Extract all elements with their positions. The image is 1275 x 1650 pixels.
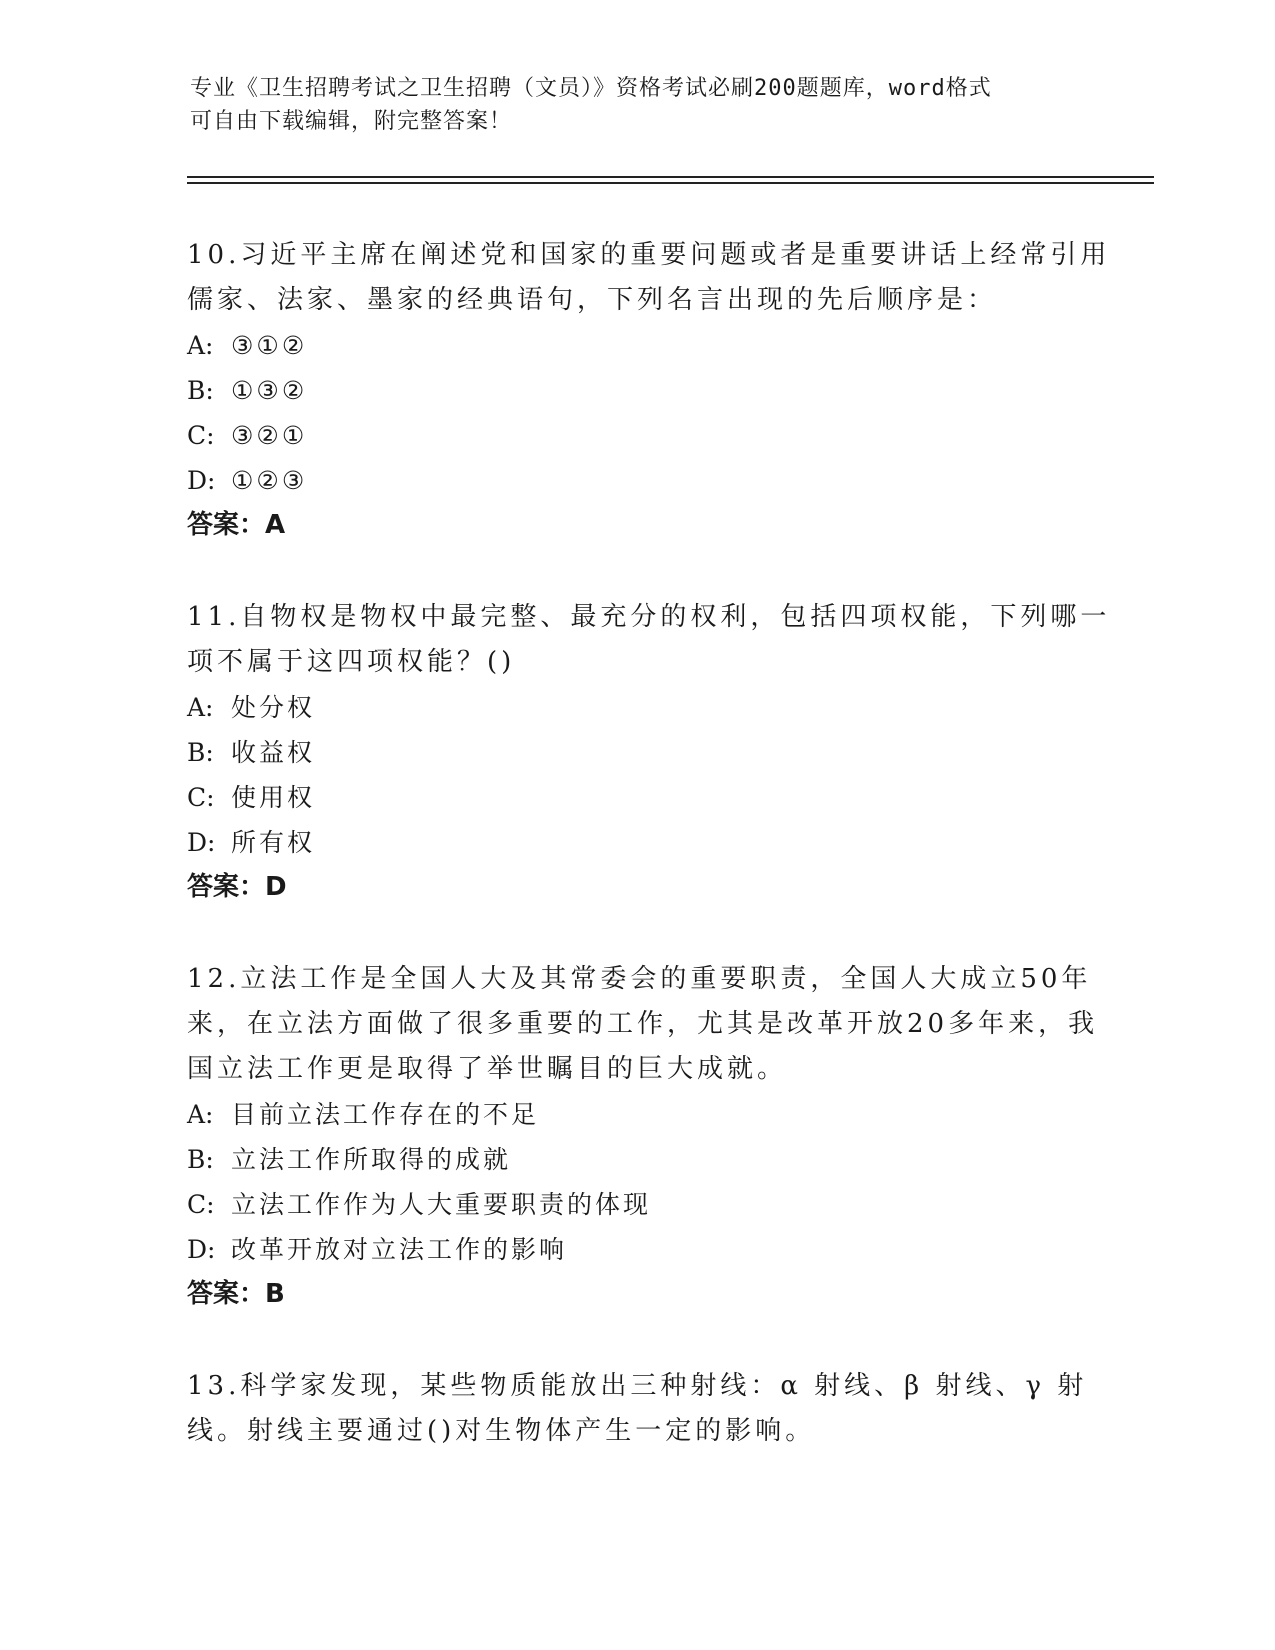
question-10 xyxy=(187,233,1111,548)
option-text: ①③② xyxy=(231,376,308,405)
option-text: 立法工作作为人大重要职责的体现 xyxy=(231,1190,652,1219)
question-stem-line: 儒家、法家、墨家的经典语句，下列名言出现的先后顺序是： xyxy=(187,285,998,315)
option-b xyxy=(187,730,1087,775)
header-line-2: 可自由下载编辑，附完整答案！ xyxy=(190,109,513,134)
question-stem-line: 线。射线主要通过()对生物体产生一定的影响。 xyxy=(187,1416,816,1446)
option-text: 改革开放对立法工作的影响 xyxy=(231,1235,568,1264)
option-key: D: xyxy=(187,828,216,857)
option-text: ③①② xyxy=(231,331,308,360)
answer-line: 答案：A xyxy=(187,510,286,540)
option-text: 所有权 xyxy=(231,828,316,857)
header-line-1: 专业《卫生招聘考试之卫生招聘（文员）》资格考试必刷200题题库，word格式 xyxy=(190,76,992,101)
option-text: ③②① xyxy=(231,421,308,450)
question-stem-line: 11.自物权是物权中最完整、最充分的权利，包括四项权能，下列哪一 xyxy=(187,602,1111,632)
option-key: C: xyxy=(187,1190,215,1219)
answer-line: 答案：B xyxy=(187,1279,285,1309)
option-a xyxy=(187,1092,1087,1137)
option-a xyxy=(187,323,1087,368)
question-13 xyxy=(187,1364,1087,1454)
option-key: D: xyxy=(187,1235,216,1264)
question-stem-line: 来，在立法方面做了很多重要的工作，尤其是改革开放20多年来，我 xyxy=(187,1009,1099,1039)
option-text: 目前立法工作存在的不足 xyxy=(231,1100,540,1129)
option-d xyxy=(187,820,1087,865)
question-12 xyxy=(187,957,1099,1317)
option-d xyxy=(187,1227,1087,1272)
option-b xyxy=(187,1137,1087,1182)
option-c xyxy=(187,1182,1087,1227)
option-text: ①②③ xyxy=(231,466,308,495)
option-key: D: xyxy=(187,466,216,495)
page-header xyxy=(190,72,1090,138)
option-key: C: xyxy=(187,783,215,812)
option-text: 处分权 xyxy=(231,693,316,722)
option-key: A: xyxy=(187,1100,214,1129)
option-text: 立法工作所取得的成就 xyxy=(231,1145,512,1174)
option-key: B: xyxy=(187,376,214,405)
answer-line: 答案：D xyxy=(187,872,287,902)
option-key: B: xyxy=(187,1145,214,1174)
option-c xyxy=(187,413,1087,458)
question-stem-line: 项不属于这四项权能？() xyxy=(187,647,516,677)
header-divider-bottom xyxy=(187,182,1154,184)
question-stem-line: 国立法工作更是取得了举世瞩目的巨大成就。 xyxy=(187,1054,788,1084)
option-key: C: xyxy=(187,421,215,450)
option-b xyxy=(187,368,1087,413)
question-stem-line: 10.习近平主席在阐述党和国家的重要问题或者是重要讲话上经常引用 xyxy=(187,240,1111,270)
option-d xyxy=(187,458,1087,503)
option-c xyxy=(187,775,1087,820)
question-list xyxy=(187,233,1111,1501)
option-text: 收益权 xyxy=(231,738,316,767)
question-stem-line: 12.立法工作是全国人大及其常委会的重要职责，全国人大成立50年 xyxy=(187,964,1092,994)
option-key: B: xyxy=(187,738,214,767)
option-key: A: xyxy=(187,331,214,360)
question-stem-line: 13.科学家发现，某些物质能放出三种射线：α 射线、β 射线、γ 射 xyxy=(187,1371,1088,1401)
option-key: A: xyxy=(187,693,214,722)
question-11 xyxy=(187,595,1111,910)
option-text: 使用权 xyxy=(231,783,316,812)
option-a xyxy=(187,685,1087,730)
header-divider-top xyxy=(187,176,1154,178)
